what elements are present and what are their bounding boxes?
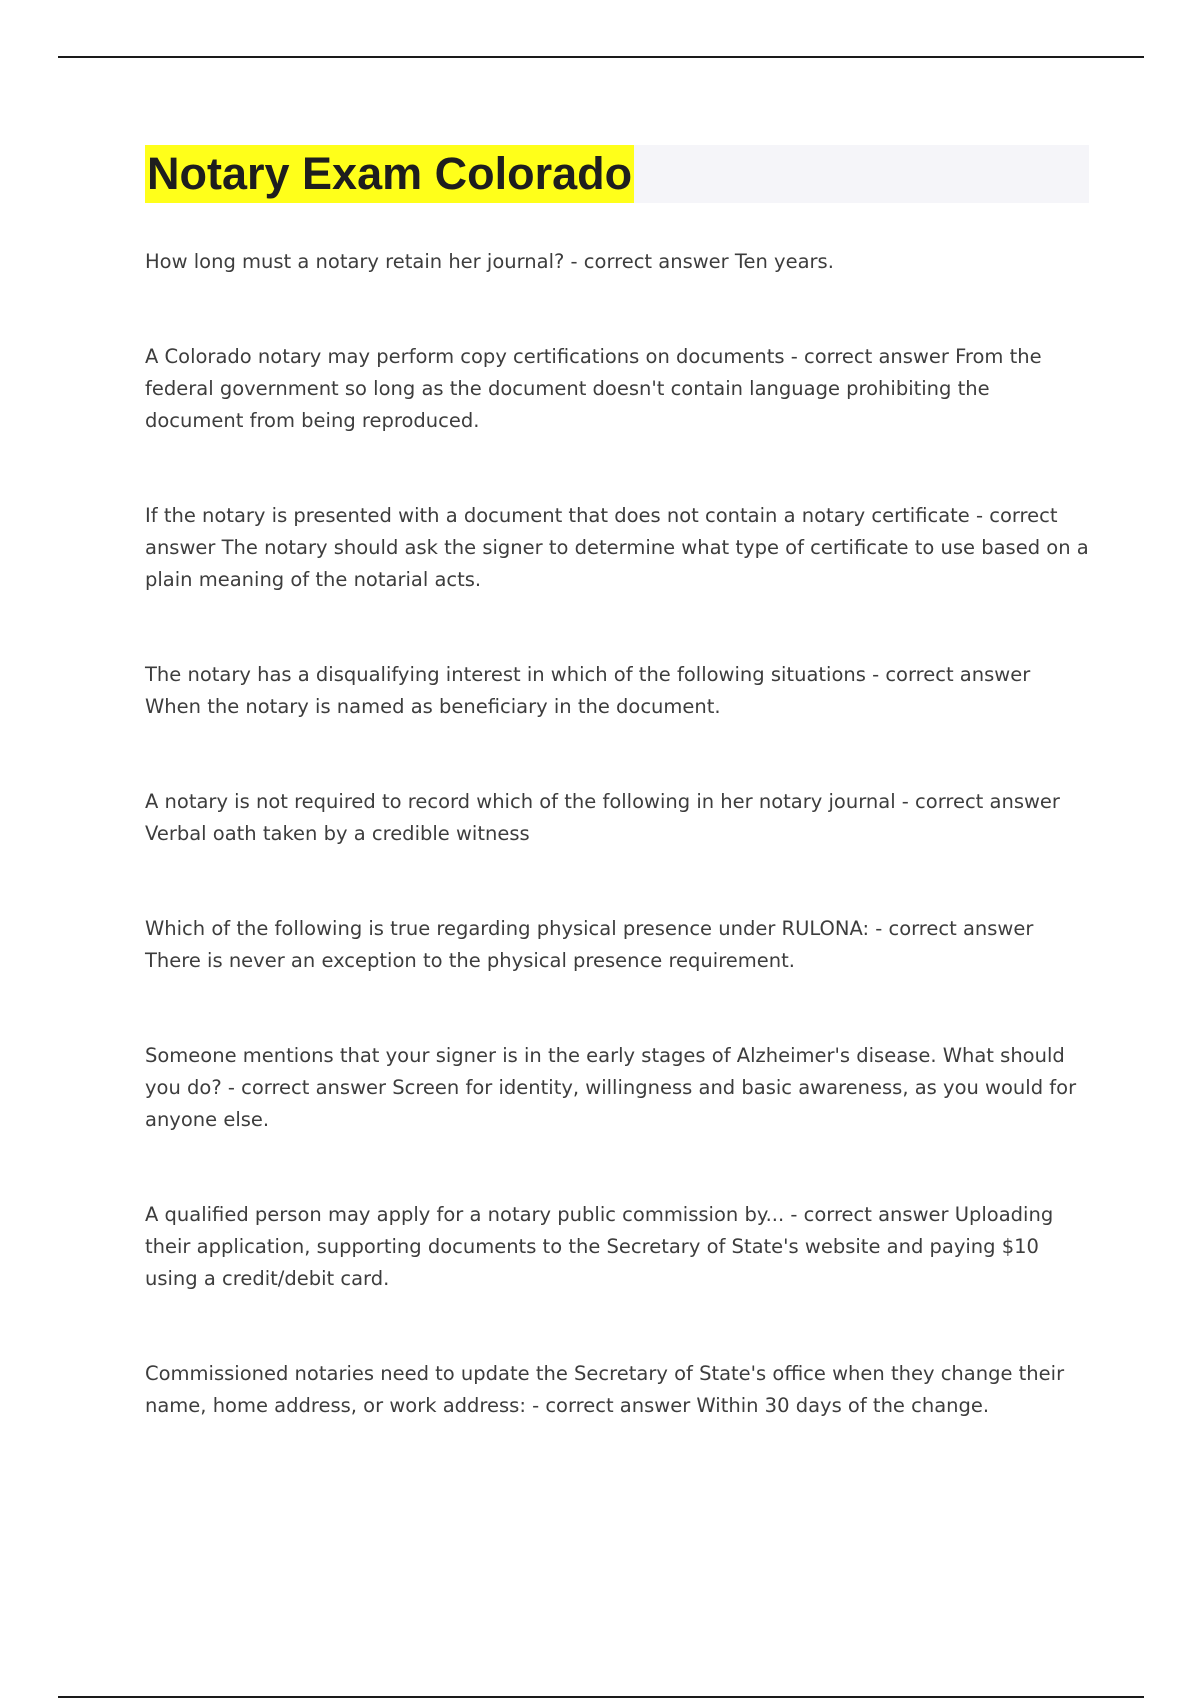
qa-item-3: If the notary is presented with a document that does not contain a notary certificate - correct answer The notary should ask the signer to determine what type of certificate to use based on a plain meaning of the notarial acts. [145,504,1089,591]
qa-item-7: Someone mentions that your signer is in the early stages of Alzheimer's disease. What should you do? - correct answer Screen for identity, willingness and basic awareness, as you would for anyone else. [145,1044,1077,1131]
qa-item-9: Commissioned notaries need to update the Secretary of State's office when they change their name, home address, or work address: - correct answer Within 30 days of the change. [145,1362,1065,1417]
qa-item-1: How long must a notary retain her journal? - correct answer Ten years. [145,250,834,273]
qa-item-8: A qualified person may apply for a notary public commission by... - correct answer Uploading their application, supporting documents to the Secretary of State's website and paying $10 using a credit/debit card. [145,1203,1054,1290]
qa-item-2: A Colorado notary may perform copy certifications on documents - correct answer From the federal government so long as the document doesn't contain language prohibiting the document from being reproduced. [145,345,1042,432]
top-divider [58,56,1144,58]
qa-item-5: A notary is not required to record which of the following in her notary journal - correct answer Verbal oath taken by a credible witness [145,790,1060,845]
bottom-divider [58,1696,1144,1698]
qa-item-4: The notary has a disqualifying interest in which of the following situations - correct answer When the notary is named as beneficiary in the document. [145,663,1031,718]
qa-list [145,246,1090,1485]
qa-item-6: Which of the following is true regarding physical presence under RULONA: - correct answer There is never an exception to the physical presence requirement. [145,917,1034,972]
page-title: Notary Exam Colorado [145,145,634,203]
